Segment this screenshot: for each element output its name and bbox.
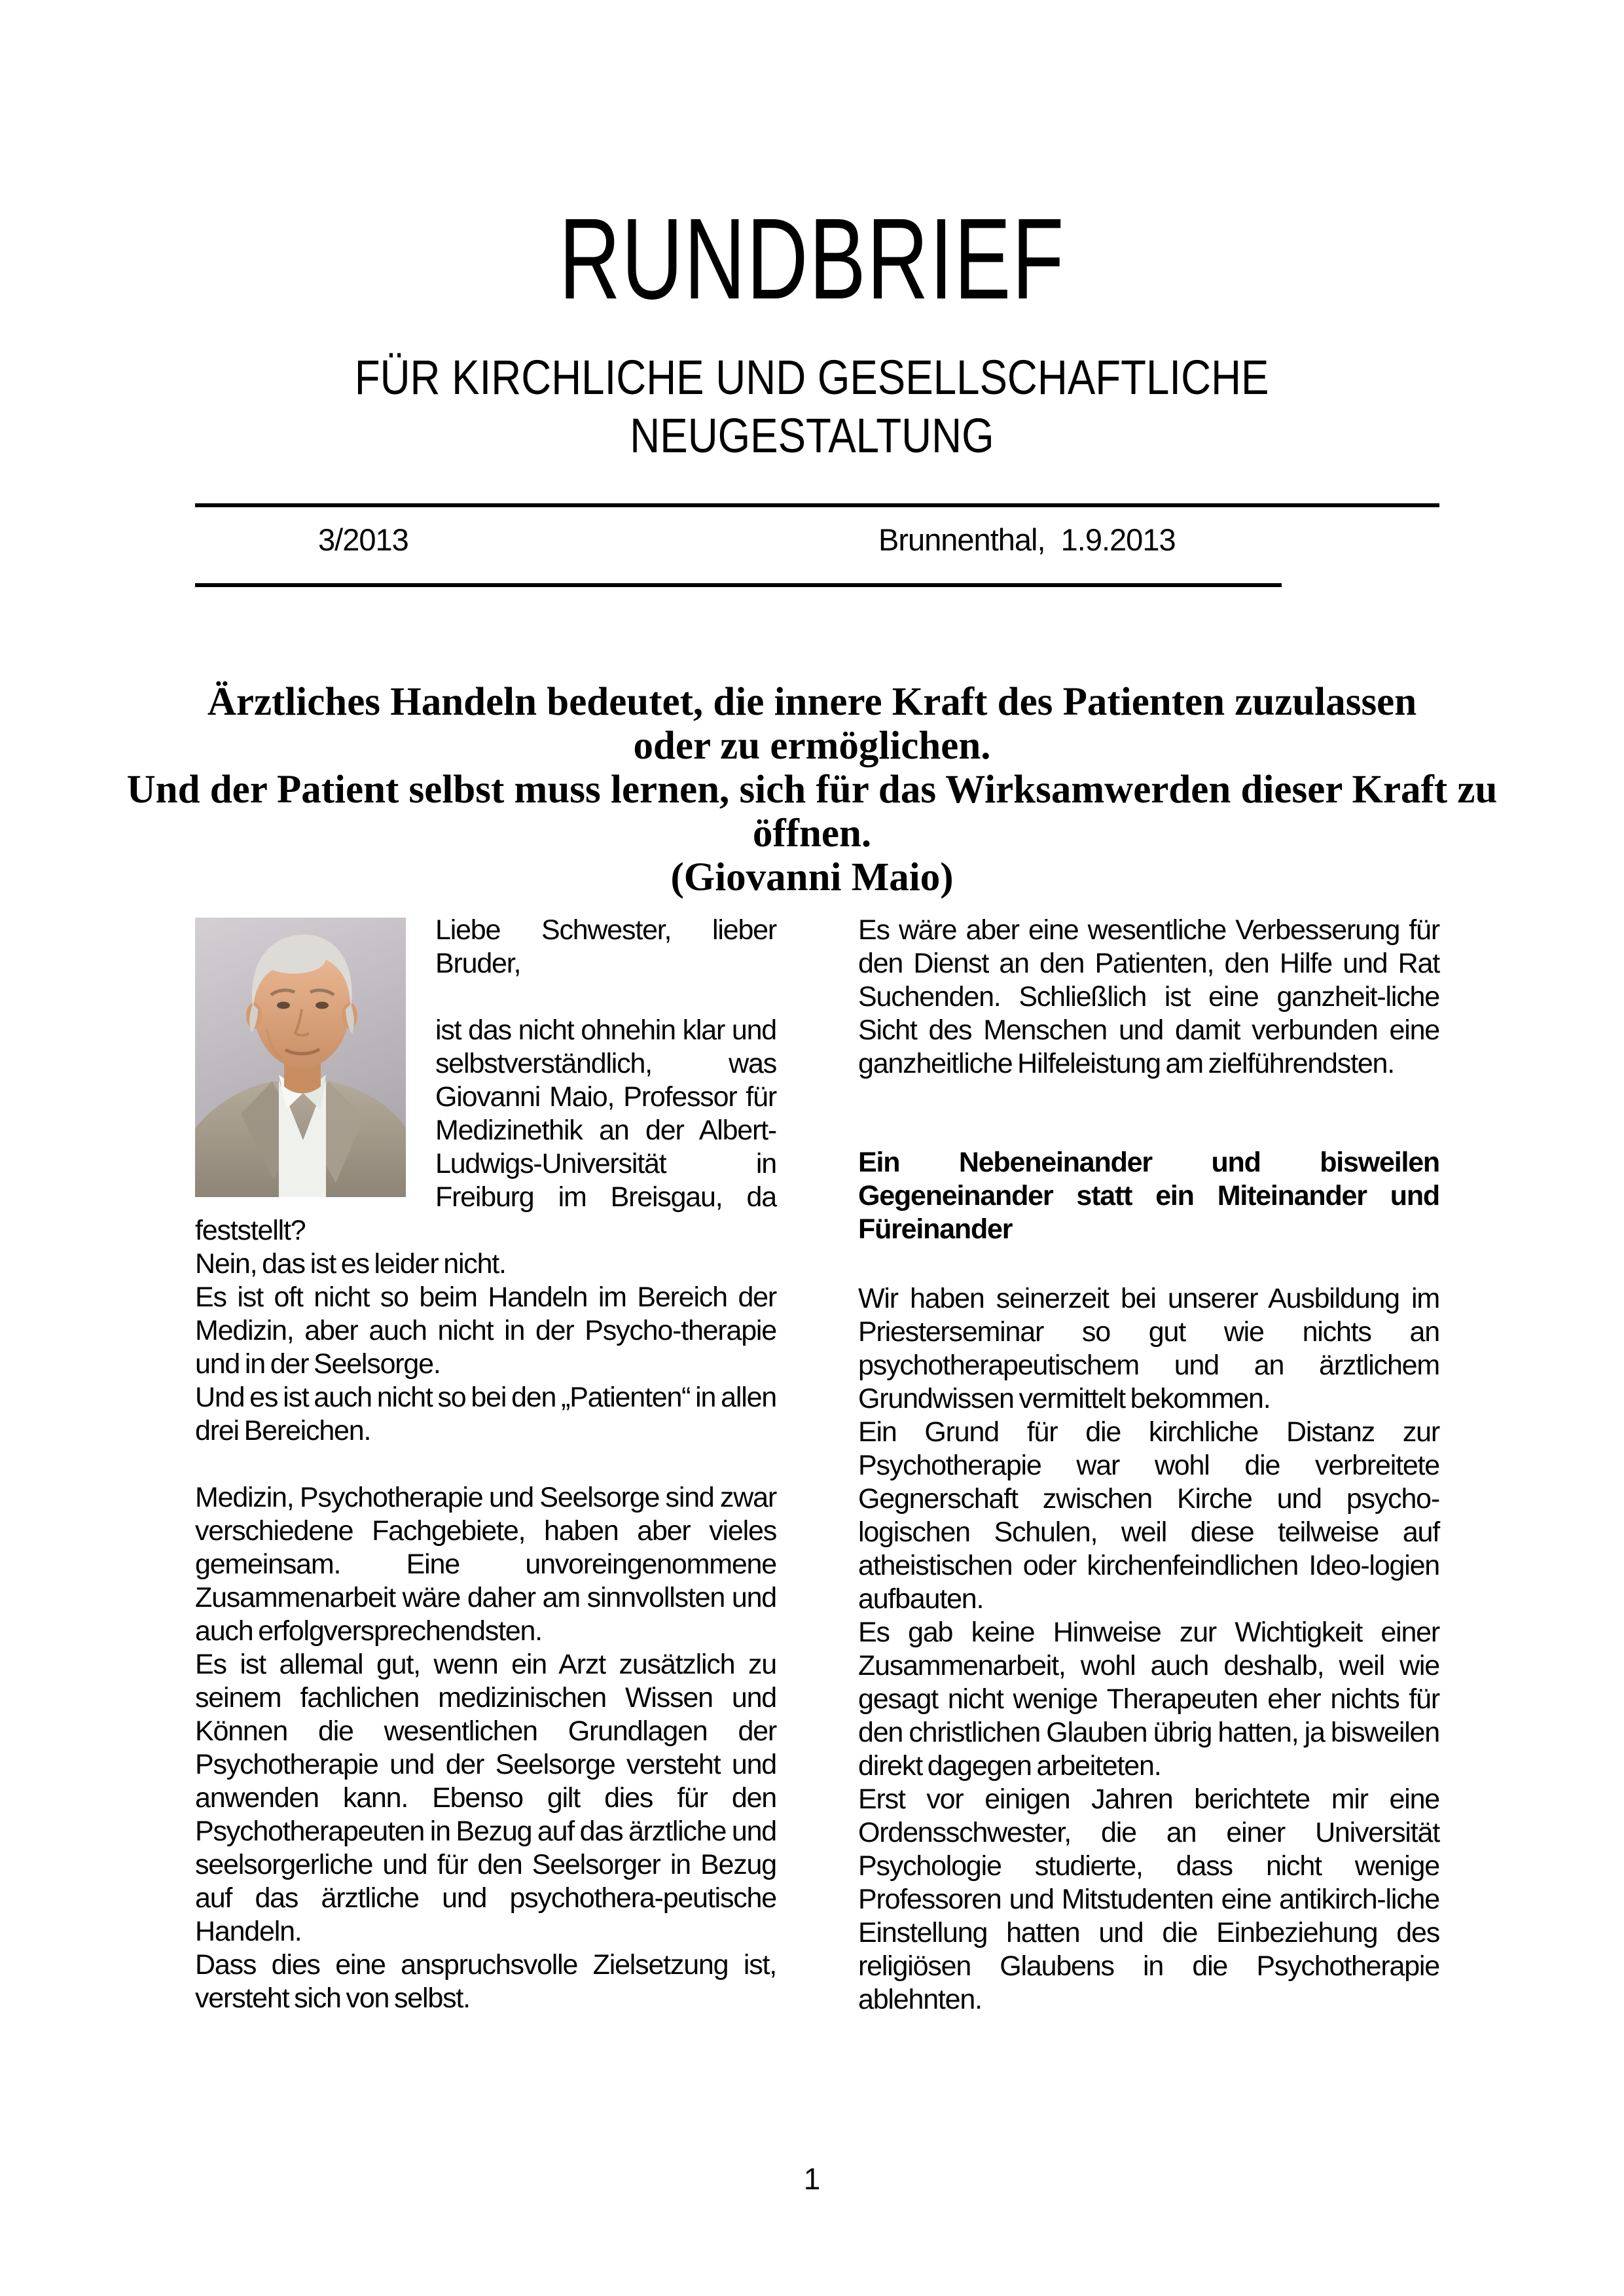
- section-heading: Ein Nebeneinander und bisweilen Gegeneinander statt ein Miteinander und Füreinander: [858, 1146, 1439, 1245]
- paragraph: Wir haben seinerzeit bei unserer Ausbildung im Priesterseminar so gut wie nichts an psychotherapeutischem und an ärztlichem Grundwissen vermittelt bekommen.: [858, 1282, 1439, 1414]
- paragraph: Dass dies eine anspruchsvolle Zielsetzung ist, versteht sich von selbst.: [195, 1948, 776, 2014]
- paragraph: Es ist allemal gut, wenn ein Arzt zusätzlich zu seinem fachlichen medizinischen Wissen und Können die wesentlichen Grundlagen der Psychotherapie und der Seelsorge versteht und anwenden kann. Ebenso gilt dies für den Psychotherapeuten in Bezug auf das ärztliche und seelsorgerliche und für den Seelsorger in Bezug auf das ärztliche und psychothera-peutische Handeln.: [195, 1648, 776, 1947]
- quote-line: Ärztliches Handeln bedeutet, die innere Kraft des Patienten zuzulassen: [207, 679, 1417, 724]
- eye-left: [277, 1001, 290, 1009]
- masthead: [0, 0, 1624, 465]
- issue-number: 3/2013: [318, 522, 408, 557]
- newsletter-subtitle: [0, 349, 1624, 465]
- portrait-photo: [195, 918, 406, 1197]
- quote-line: oder zu ermöglichen.: [633, 723, 991, 768]
- subtitle-line-1: FÜR KIRCHLICHE UND GESELLSCHAFTLICHE: [355, 350, 1269, 405]
- newsletter-title: [0, 195, 1624, 324]
- quote-attribution: (Giovanni Maio): [670, 855, 954, 899]
- paragraph: Nein, das ist es leider nicht.: [195, 1247, 506, 1280]
- paragraph: Medizin, Psychotherapie und Seelsorge sind zwar verschiedene Fachgebiete, haben aber vieles gemeinsam. Eine unvoreingenommene Zusammenarbeit wäre daher am sinnvollsten und auch erfolgversprechendsten.: [195, 1481, 776, 1647]
- place-and-date: Brunnenthal, 1.9.2013: [878, 522, 1176, 557]
- lead-quote: [0, 680, 1624, 899]
- subtitle-line-2: NEUGESTALTUNG: [630, 408, 994, 463]
- right-column: [858, 914, 1439, 2017]
- paragraph: Es gab keine Hinweise zur Wichtigkeit einer Zusammenarbeit, wohl auch deshalb, weil wie gesagt nicht wenige Therapeuten eher nichts für den christlichen Glauben übrig hatten, ja bisweilen direkt dagegen arbeiteten.: [858, 1616, 1439, 1782]
- bottom-divider-line: [195, 583, 1282, 587]
- paragraph: Es wäre aber eine wesentliche Verbesserung für den Dienst an den Patienten, den Hilfe und Rat Suchenden. Schließlich ist eine ganzheit-liche Sicht des Menschen und damit verbunden eine ganzheitliche Hilfeleistung am zielführendsten.: [858, 914, 1439, 1079]
- paragraph: Es ist oft nicht so beim Handeln im Bereich der Medizin, aber auch nicht in der Psycho-therapie und in der Seelsorge.: [195, 1281, 776, 1380]
- quote-line: Und der Patient selbst muss lernen, sich für das Wirksamwerden dieser Kraft zu: [126, 767, 1498, 812]
- paragraph: Und es ist auch nicht so bei den „Patienten“ in allen drei Bereichen.: [195, 1381, 776, 1446]
- quote-line: öffnen.: [752, 811, 872, 855]
- newsletter-title-text: RUNDBRIEF: [558, 195, 1066, 323]
- paragraph: Erst vor einigen Jahren berichtete mir eine Ordensschwester, die an einer Universität Psychologie studierte, dass nicht wenige Professoren und Mitstudenten eine antikirch-liche Einstellung hatten und die Einbeziehung des religiösen Glaubens in die Psychotherapie ablehnten.: [858, 1783, 1439, 2015]
- portrait-photo-graphic: [195, 918, 406, 1197]
- issue-row: [195, 507, 1439, 583]
- paragraph: Ein Grund für die kirchliche Distanz zur Psychotherapie war wohl die verbreitete Gegnerschaft zwischen Kirche und psycho-logischen Schulen, weil diese teilweise auf atheistischen oder kirchenfeindlichen Ideo-logien aufbauten.: [858, 1416, 1439, 1615]
- left-column: [195, 914, 776, 2017]
- page-number: 1: [803, 2162, 821, 2196]
- paragraph: ist das nicht ohnehin klar und selbstverständlich, was Giovanni Maio, Professor für Medizinethik an der Albert-Ludwigs-Universität in Freiburg im Breisgau, da feststellt?: [195, 1014, 776, 1246]
- eye-right: [316, 1001, 329, 1009]
- salutation: Liebe Schwester, lieber Bruder,: [435, 914, 776, 979]
- article-body: [195, 914, 1439, 2017]
